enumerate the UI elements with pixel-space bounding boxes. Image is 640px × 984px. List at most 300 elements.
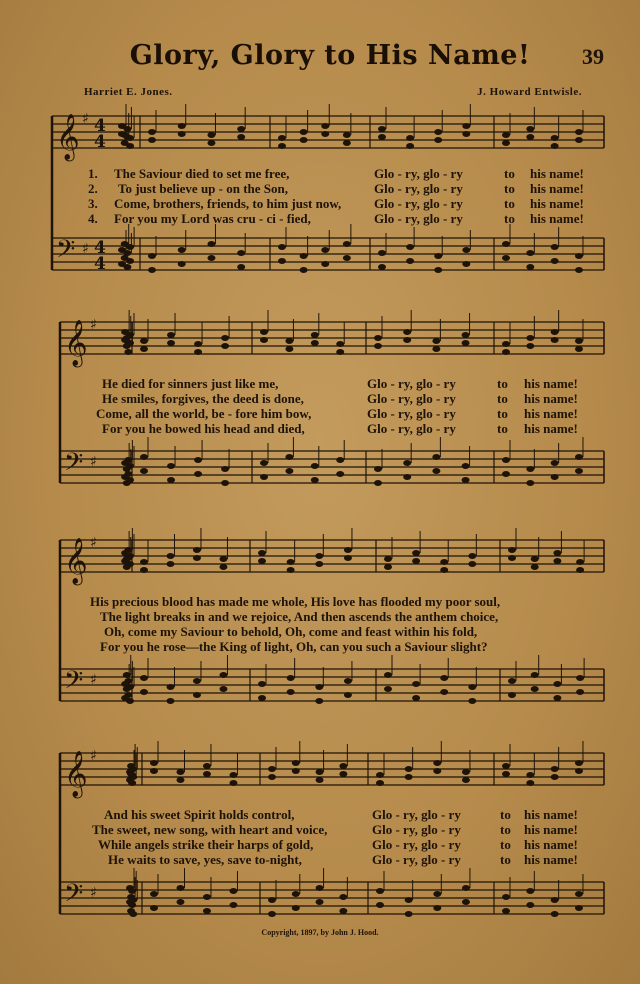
- note-head: [551, 244, 559, 250]
- note-head: [129, 774, 137, 780]
- treble-clef: 𝄞: [56, 114, 80, 160]
- note-head: [508, 547, 516, 553]
- note-head: [502, 255, 510, 261]
- note-head: [278, 244, 286, 250]
- note-head: [315, 684, 323, 690]
- note-head: [311, 332, 319, 338]
- note-head: [384, 556, 392, 562]
- note-head: [285, 454, 293, 460]
- note-head: [575, 346, 583, 352]
- note-head: [406, 244, 414, 250]
- note-head: [526, 343, 534, 349]
- note-head: [292, 760, 300, 766]
- note-head: [140, 338, 148, 344]
- note-head: [140, 567, 148, 573]
- note-head: [374, 335, 382, 341]
- note-head: [502, 457, 510, 463]
- note-head: [194, 349, 202, 355]
- note-head: [203, 771, 211, 777]
- note-head: [440, 559, 448, 565]
- lyric-line: The sweet, new song, with heart and voice, Glo - ry, glo - ry to his name!: [92, 822, 578, 837]
- note-head: [176, 885, 184, 891]
- note-head: [148, 129, 156, 135]
- lyric-line: Oh, come my Saviour to behold, Oh, come and feast within his fold,: [104, 624, 478, 639]
- note-head: [336, 341, 344, 347]
- note-head: [526, 780, 534, 786]
- bass-clef: 𝄢: [56, 235, 76, 270]
- note-head: [526, 902, 534, 908]
- note-head: [432, 346, 440, 352]
- composer-credit: J. Howard Entwisle.: [477, 86, 582, 98]
- note-head: [406, 135, 414, 141]
- note-head: [462, 123, 470, 129]
- lyric-line: He died for sinners just like me, Glo - ry, glo - ry to his name!: [102, 376, 578, 391]
- note-head: [384, 686, 392, 692]
- note-head: [378, 126, 386, 132]
- note-head: [502, 140, 510, 146]
- note-head: [336, 349, 344, 355]
- note-head: [121, 329, 129, 335]
- note-head: [194, 457, 202, 463]
- note-head: [221, 466, 229, 472]
- key-signature-sharp: ♯: [90, 885, 97, 901]
- note-head: [287, 675, 295, 681]
- note-head: [123, 564, 131, 570]
- note-head: [300, 267, 308, 273]
- note-head: [316, 777, 324, 783]
- note-head: [207, 140, 215, 146]
- note-head: [126, 258, 134, 264]
- note-head: [434, 267, 442, 273]
- time-signature: 4: [94, 132, 106, 152]
- note-head: [178, 123, 186, 129]
- note-head: [126, 143, 134, 149]
- note-head: [432, 468, 440, 474]
- note-head: [316, 899, 324, 905]
- note-head: [403, 474, 411, 480]
- note-head: [292, 891, 300, 897]
- note-head: [193, 547, 201, 553]
- note-head: [502, 763, 510, 769]
- note-head: [405, 911, 413, 917]
- note-head: [576, 559, 584, 565]
- note-head: [140, 454, 148, 460]
- note-head: [433, 760, 441, 766]
- note-head: [229, 780, 237, 786]
- note-head: [150, 760, 158, 766]
- note-head: [339, 894, 347, 900]
- note-head: [193, 692, 201, 698]
- lyric-line: 1. The Saviour died to set me free, Glo - ry, glo - ry to his name!: [88, 166, 584, 181]
- note-head: [311, 463, 319, 469]
- note-head: [129, 911, 137, 917]
- note-head: [405, 897, 413, 903]
- note-head: [551, 774, 559, 780]
- note-head: [440, 567, 448, 573]
- note-head: [531, 686, 539, 692]
- lyricist-credit: Harriet E. Jones.: [84, 86, 173, 98]
- lyric-line: 4. For you my Lord was cru - ci - fied, Glo - ry, glo - ry to his name!: [88, 211, 584, 226]
- note-head: [150, 905, 158, 911]
- note-head: [526, 772, 534, 778]
- note-head: [526, 126, 534, 132]
- note-head: [553, 681, 561, 687]
- bass-clef: 𝄢: [64, 448, 84, 483]
- note-head: [203, 894, 211, 900]
- note-head: [123, 480, 131, 486]
- note-head: [575, 267, 583, 273]
- note-head: [343, 140, 351, 146]
- note-head: [526, 335, 534, 341]
- note-head: [292, 768, 300, 774]
- note-head: [343, 132, 351, 138]
- note-head: [203, 908, 211, 914]
- note-head: [316, 769, 324, 775]
- bass-clef: 𝄢: [64, 666, 84, 701]
- note-head: [412, 558, 420, 564]
- note-head: [166, 684, 174, 690]
- note-head: [176, 899, 184, 905]
- note-head: [140, 468, 148, 474]
- note-head: [551, 143, 559, 149]
- note-head: [468, 561, 476, 567]
- note-head: [229, 902, 237, 908]
- note-head: [576, 689, 584, 695]
- note-head: [551, 474, 559, 480]
- note-head: [508, 678, 516, 684]
- note-head: [194, 471, 202, 477]
- note-head: [462, 332, 470, 338]
- note-head: [508, 692, 516, 698]
- note-head: [344, 678, 352, 684]
- treble-clef: 𝄞: [64, 538, 88, 584]
- note-head: [128, 780, 136, 786]
- note-head: [412, 550, 420, 556]
- note-head: [531, 556, 539, 562]
- note-head: [258, 550, 266, 556]
- note-head: [311, 477, 319, 483]
- note-head: [374, 480, 382, 486]
- note-head: [194, 341, 202, 347]
- note-head: [207, 241, 215, 247]
- note-head: [575, 253, 583, 259]
- note-head: [502, 771, 510, 777]
- lyric-line: His precious blood has made me whole, His love has flooded my poor soul,: [90, 594, 501, 609]
- note-head: [221, 343, 229, 349]
- note-head: [123, 686, 131, 692]
- note-head: [551, 897, 559, 903]
- note-head: [148, 137, 156, 143]
- note-head: [575, 891, 583, 897]
- note-head: [440, 675, 448, 681]
- note-head: [502, 894, 510, 900]
- note-head: [440, 689, 448, 695]
- note-head: [344, 547, 352, 553]
- treble-clef: 𝄞: [64, 320, 88, 366]
- note-head: [434, 253, 442, 259]
- key-signature-sharp: ♯: [90, 454, 97, 470]
- note-head: [229, 888, 237, 894]
- note-head: [237, 250, 245, 256]
- note-head: [123, 466, 131, 472]
- note-head: [121, 550, 129, 556]
- note-head: [300, 129, 308, 135]
- note-head: [551, 329, 559, 335]
- note-head: [575, 468, 583, 474]
- note-head: [221, 480, 229, 486]
- note-head: [378, 134, 386, 140]
- note-head: [343, 241, 351, 247]
- note-head: [526, 480, 534, 486]
- note-head: [219, 672, 227, 678]
- note-head: [123, 250, 131, 256]
- note-head: [339, 763, 347, 769]
- note-head: [278, 258, 286, 264]
- note-head: [526, 134, 534, 140]
- note-head: [321, 247, 329, 253]
- note-head: [462, 340, 470, 346]
- note-head: [321, 261, 329, 267]
- note-head: [576, 567, 584, 573]
- note-head: [278, 143, 286, 149]
- note-head: [260, 337, 268, 343]
- note-head: [287, 567, 295, 573]
- note-head: [260, 474, 268, 480]
- note-head: [237, 134, 245, 140]
- note-head: [551, 258, 559, 264]
- copyright-notice: Copyright, 1897, by John J. Hood.: [261, 928, 379, 937]
- note-head: [575, 905, 583, 911]
- note-head: [531, 564, 539, 570]
- note-head: [406, 258, 414, 264]
- lyric-line: He smiles, forgives, the deed is done, Glo - ry, glo - ry to his name!: [102, 391, 578, 406]
- note-head: [339, 771, 347, 777]
- note-head: [268, 766, 276, 772]
- note-head: [140, 689, 148, 695]
- note-head: [412, 695, 420, 701]
- note-head: [258, 695, 266, 701]
- note-head: [176, 777, 184, 783]
- treble-clef: 𝄞: [64, 751, 88, 797]
- note-head: [344, 555, 352, 561]
- note-head: [178, 261, 186, 267]
- note-head: [321, 123, 329, 129]
- note-head: [285, 338, 293, 344]
- note-head: [403, 329, 411, 335]
- note-head: [268, 774, 276, 780]
- note-head: [207, 255, 215, 261]
- note-head: [405, 766, 413, 772]
- note-head: [268, 897, 276, 903]
- note-head: [193, 678, 201, 684]
- note-head: [237, 264, 245, 270]
- note-head: [378, 264, 386, 270]
- note-head: [123, 126, 131, 132]
- note-head: [462, 777, 470, 783]
- note-head: [300, 137, 308, 143]
- note-head: [526, 250, 534, 256]
- lyric-line: 3. Come, brothers, friends, to him just now, Glo - ry, glo - ry to his name!: [88, 196, 584, 211]
- note-head: [336, 457, 344, 463]
- note-head: [412, 681, 420, 687]
- note-head: [315, 553, 323, 559]
- note-head: [462, 261, 470, 267]
- note-head: [121, 681, 129, 687]
- note-head: [126, 135, 134, 141]
- lyric-line: For you he rose—the King of light, Oh, can you such a Saviour slight?: [100, 639, 488, 654]
- note-head: [140, 559, 148, 565]
- note-head: [167, 332, 175, 338]
- note-head: [434, 137, 442, 143]
- note-head: [321, 131, 329, 137]
- note-head: [278, 135, 286, 141]
- note-head: [148, 253, 156, 259]
- note-head: [403, 460, 411, 466]
- note-head: [502, 341, 510, 347]
- note-head: [166, 553, 174, 559]
- note-head: [384, 672, 392, 678]
- note-head: [128, 888, 136, 894]
- note-head: [237, 126, 245, 132]
- note-head: [258, 681, 266, 687]
- note-head: [343, 255, 351, 261]
- note-head: [260, 329, 268, 335]
- note-head: [405, 774, 413, 780]
- note-head: [178, 247, 186, 253]
- time-signature: 4: [94, 254, 106, 274]
- note-head: [219, 556, 227, 562]
- note-head: [575, 760, 583, 766]
- note-head: [575, 454, 583, 460]
- note-head: [219, 564, 227, 570]
- note-head: [221, 335, 229, 341]
- note-head: [374, 466, 382, 472]
- note-head: [287, 689, 295, 695]
- note-head: [121, 695, 129, 701]
- note-head: [551, 135, 559, 141]
- note-head: [121, 460, 129, 466]
- note-head: [462, 463, 470, 469]
- note-head: [148, 267, 156, 273]
- lyric-line: 2. To just believe up - on the Son, Glo - ry, glo - ry to his name!: [88, 181, 584, 196]
- note-head: [531, 672, 539, 678]
- note-head: [339, 908, 347, 914]
- note-head: [526, 264, 534, 270]
- note-head: [406, 143, 414, 149]
- note-head: [150, 768, 158, 774]
- note-head: [462, 769, 470, 775]
- note-head: [551, 766, 559, 772]
- note-head: [468, 684, 476, 690]
- note-head: [285, 468, 293, 474]
- note-head: [378, 250, 386, 256]
- note-head: [462, 885, 470, 891]
- note-head: [126, 244, 134, 250]
- note-head: [229, 772, 237, 778]
- note-head: [433, 905, 441, 911]
- note-head: [502, 908, 510, 914]
- note-head: [434, 129, 442, 135]
- note-head: [384, 564, 392, 570]
- note-head: [166, 698, 174, 704]
- note-head: [553, 695, 561, 701]
- key-signature-sharp: ♯: [82, 111, 89, 127]
- time-signature: 4: [94, 238, 106, 258]
- time-signature: 4: [94, 116, 106, 136]
- note-head: [374, 343, 382, 349]
- note-head: [462, 477, 470, 483]
- note-head: [140, 346, 148, 352]
- note-head: [268, 911, 276, 917]
- key-signature-sharp: ♯: [90, 748, 97, 764]
- note-head: [462, 247, 470, 253]
- hymn-title: Glory, Glory to His Name!: [129, 40, 531, 71]
- note-head: [285, 346, 293, 352]
- note-head: [502, 471, 510, 477]
- note-head: [121, 337, 129, 343]
- note-head: [287, 559, 295, 565]
- note-head: [258, 558, 266, 564]
- note-head: [576, 675, 584, 681]
- note-head: [502, 241, 510, 247]
- note-head: [129, 766, 137, 772]
- note-head: [433, 768, 441, 774]
- note-head: [203, 763, 211, 769]
- lyric-line: And his sweet Spirit holds control, Glo - ry, glo - ry to his name!: [104, 807, 578, 822]
- lyric-line: The light breaks in and we rejoice, And then ascends the anthem choice,: [100, 609, 499, 624]
- note-head: [167, 340, 175, 346]
- note-head: [311, 340, 319, 346]
- note-head: [575, 137, 583, 143]
- note-head: [150, 891, 158, 897]
- note-head: [432, 338, 440, 344]
- note-head: [128, 902, 136, 908]
- note-head: [315, 698, 323, 704]
- note-head: [502, 349, 510, 355]
- note-head: [260, 460, 268, 466]
- lyric-line: Come, all the world, be - fore him bow, Glo - ry, glo - ry to his name!: [96, 406, 578, 421]
- page-number: 39: [582, 44, 604, 69]
- note-head: [551, 337, 559, 343]
- note-head: [551, 460, 559, 466]
- note-head: [315, 561, 323, 567]
- note-head: [129, 897, 137, 903]
- note-head: [140, 675, 148, 681]
- note-head: [124, 349, 132, 355]
- note-head: [462, 131, 470, 137]
- note-head: [468, 698, 476, 704]
- note-head: [121, 558, 129, 564]
- note-head: [167, 463, 175, 469]
- bass-clef: 𝄢: [64, 879, 84, 914]
- note-head: [336, 471, 344, 477]
- note-head: [508, 555, 516, 561]
- key-signature-sharp: ♯: [82, 241, 89, 257]
- note-head: [376, 902, 384, 908]
- key-signature-sharp: ♯: [90, 317, 97, 333]
- note-head: [433, 891, 441, 897]
- note-head: [376, 780, 384, 786]
- note-head: [167, 477, 175, 483]
- note-head: [526, 888, 534, 894]
- note-head: [316, 885, 324, 891]
- note-head: [553, 558, 561, 564]
- note-head: [432, 454, 440, 460]
- note-head: [376, 772, 384, 778]
- note-head: [344, 692, 352, 698]
- note-head: [207, 132, 215, 138]
- note-head: [123, 264, 131, 270]
